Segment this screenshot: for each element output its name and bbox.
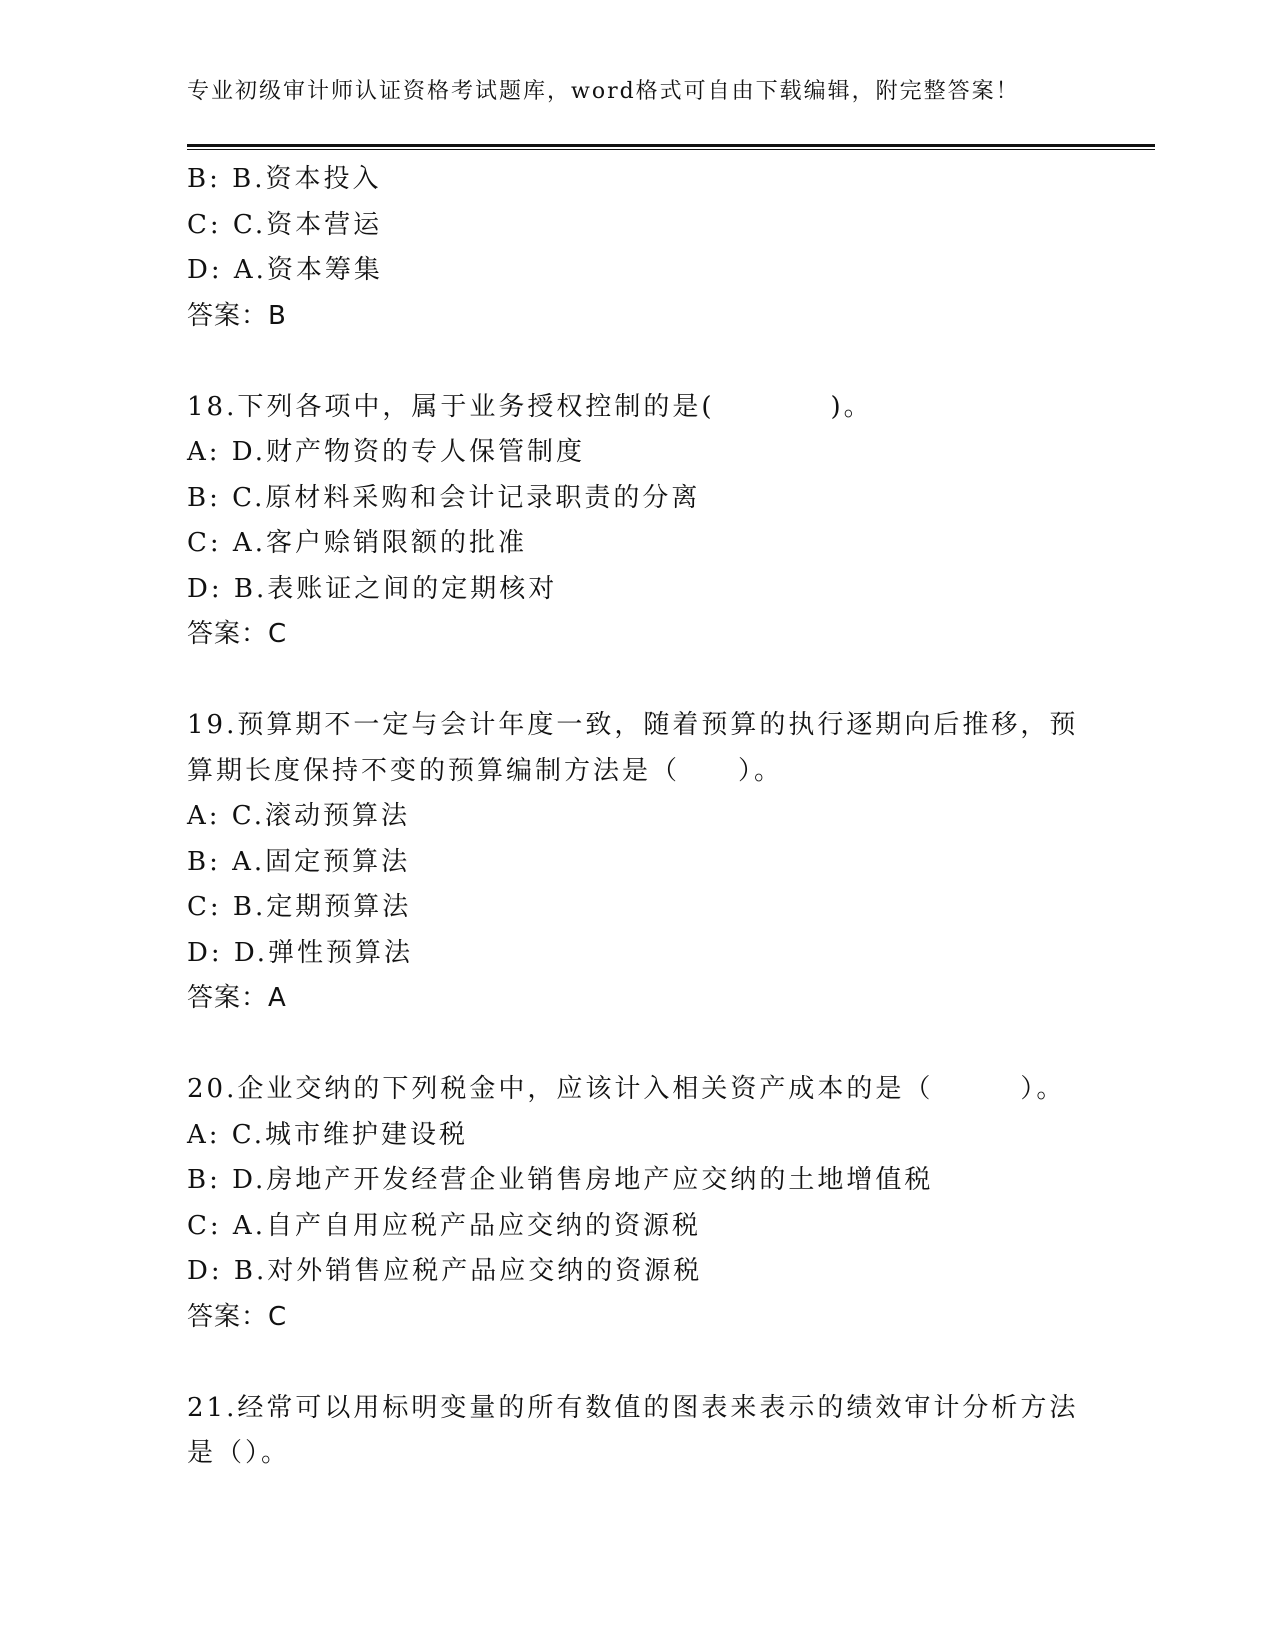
option-d: D: D.弹性预算法 <box>187 937 414 968</box>
option-c: C: B.定期预算法 <box>187 892 412 922</box>
question-stem: 21.经常可以用标明变量的所有数值的图表来表示的绩效审计分析方法 <box>187 1392 1079 1423</box>
question-stem: 18.下列各项中，属于业务授权控制的是( )。 <box>187 391 873 422</box>
option-d: D: B.表账证之间的定期核对 <box>187 573 558 604</box>
option-a: A: C.城市维护建设税 <box>187 1119 469 1150</box>
question-stem-continued: 算期长度保持不变的预算编制方法是（ ）。 <box>187 755 784 786</box>
question-list <box>187 157 1087 1477</box>
spacer <box>187 1022 1087 1068</box>
option-d: D: A.资本筹集 <box>187 255 383 285</box>
option-b: B: C.原材料采购和会计记录职责的分离 <box>187 482 701 513</box>
question-stem: 20.企业交纳的下列税金中，应该计入相关资产成本的是（ ）。 <box>187 1074 1066 1104</box>
option-c: C: A.自产自用应税产品应交纳的资源税 <box>187 1210 701 1241</box>
question-stem: 19.预算期不一定与会计年度一致，随着预算的执行逐期向后推移，预 <box>187 710 1079 740</box>
option-a: A: D.财产物资的专人保管制度 <box>187 437 585 467</box>
answer-line: 答案：C <box>187 1301 288 1332</box>
option-b: B: D.房地产开发经营企业销售房地产应交纳的土地增值税 <box>187 1165 934 1195</box>
answer-line: 答案：C <box>187 619 288 649</box>
option-d: D: B.对外销售应税产品应交纳的资源税 <box>187 1256 703 1286</box>
page-header: 专业初级审计师认证资格考试题库，word格式可自由下载编辑，附完整答案！ <box>187 79 1020 104</box>
spacer <box>187 1340 1087 1386</box>
option-b: B: B.资本投入 <box>187 164 382 194</box>
spacer <box>187 658 1087 704</box>
spacer <box>187 339 1087 385</box>
option-a: A: C.滚动预算法 <box>187 801 411 831</box>
header-rule <box>187 144 1155 150</box>
option-c: C: A.客户赊销限额的批准 <box>187 528 527 558</box>
option-c: C: C.资本营运 <box>187 209 383 240</box>
answer-line: 答案：B <box>187 300 287 331</box>
question-stem-continued: 是（）。 <box>187 1438 291 1468</box>
answer-line: 答案：A <box>187 983 287 1013</box>
option-b: B: A.固定预算法 <box>187 846 411 877</box>
